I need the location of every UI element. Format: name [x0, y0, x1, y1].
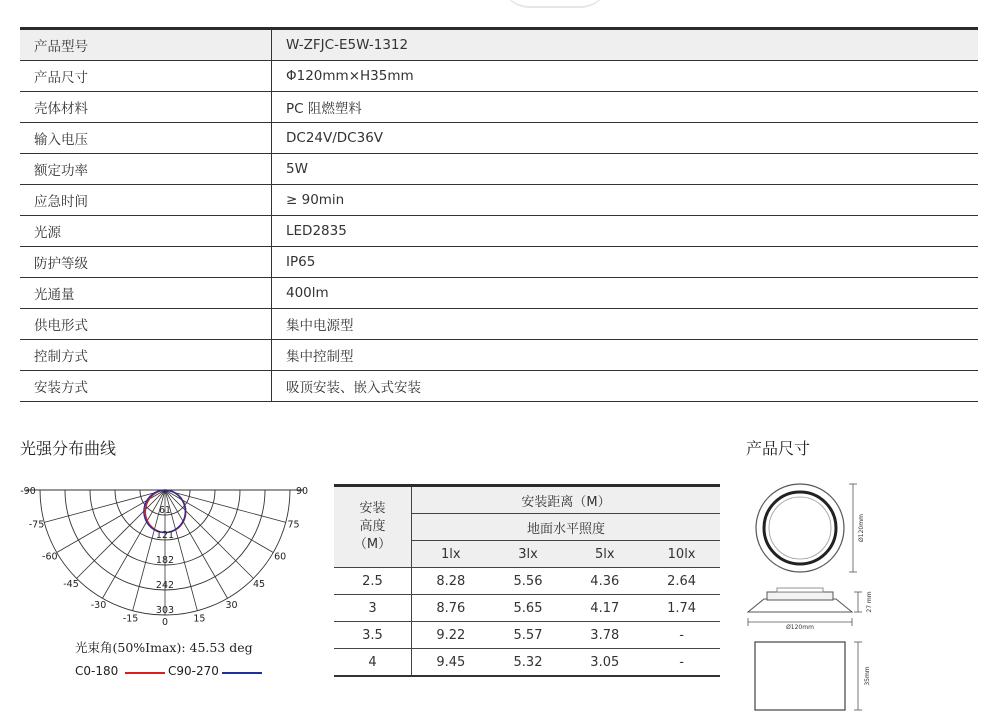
lux-header: 10lx: [643, 541, 720, 568]
distance-cell: 5.32: [490, 649, 567, 677]
top-view-drawing: [756, 484, 865, 572]
polar-angle-label: 0: [161, 617, 169, 628]
spec-label: 安装方式: [20, 371, 272, 402]
polar-radial-label: 61: [158, 505, 172, 516]
lux-header: 5lx: [566, 541, 643, 568]
polar-angle-label: -75: [28, 519, 45, 531]
legend-c0-label: C0-180: [75, 664, 119, 678]
polar-angle-label: 90: [295, 486, 309, 497]
install-height-cell: 3.5: [334, 622, 412, 649]
spec-label: 供电形式: [20, 309, 272, 340]
polar-intensity-chart: [20, 478, 320, 628]
spec-row: [20, 371, 978, 402]
polar-angle-label: 30: [225, 600, 238, 612]
legend-c90-line: [222, 672, 262, 674]
spec-label: 光源: [20, 216, 272, 247]
spec-value: 集中电源型: [272, 309, 979, 340]
top-diameter-label: Ø120mm: [858, 514, 865, 542]
spec-row: [20, 216, 978, 247]
illuminance-row: [334, 595, 720, 622]
polar-spoke: [165, 490, 228, 598]
distance-cell: 1.74: [643, 595, 720, 622]
polar-section-title: 光强分布曲线: [20, 439, 117, 458]
distance-cell: 9.45: [412, 649, 490, 677]
spec-label: 产品尺寸: [20, 61, 272, 92]
polar-angle-label: -45: [63, 579, 79, 590]
spec-row: [20, 340, 978, 371]
polar-angle-label: 15: [193, 613, 206, 625]
distance-cell: 4.17: [566, 595, 643, 622]
legend-c0-line: [125, 672, 165, 674]
dimension-drawings: [745, 478, 885, 718]
distance-cell: -: [643, 649, 720, 677]
polar-angle-label: 60: [274, 551, 287, 563]
spec-value: LED2835: [272, 216, 979, 247]
polar-radial-label: 182: [155, 555, 175, 566]
spec-value: Φ120mm×H35mm: [272, 61, 979, 92]
install-height-header: 安装 高度 （M）: [334, 486, 412, 568]
distance-group-header: 安装距离（M）: [412, 486, 721, 514]
illuminance-row: [334, 649, 720, 677]
illuminance-table: [334, 484, 720, 677]
body-view-drawing: [755, 642, 871, 710]
distance-cell: 9.22: [412, 622, 490, 649]
distance-cell: 2.64: [643, 568, 720, 595]
spec-row: [20, 61, 978, 92]
polar-radial-label: 121: [155, 530, 175, 541]
spec-label: 壳体材料: [20, 92, 272, 123]
spec-row: [20, 92, 978, 123]
spec-row: [20, 123, 978, 154]
polar-spoke: [165, 490, 253, 578]
distance-cell: 5.65: [490, 595, 567, 622]
illuminance-row: [334, 568, 720, 595]
side-view-drawing: [748, 588, 873, 631]
lux-header: 1lx: [412, 541, 490, 568]
spec-row: [20, 185, 978, 216]
side-width-label: Ø120mm: [786, 624, 814, 631]
spec-value: W-ZFJC-E5W-1312: [272, 29, 979, 61]
distance-cell: 5.56: [490, 568, 567, 595]
install-height-cell: 2.5: [334, 568, 412, 595]
polar-angle-label: -60: [42, 551, 58, 563]
illuminance-row: [334, 622, 720, 649]
polar-radial-label: 242: [155, 580, 175, 591]
install-height-cell: 3: [334, 595, 412, 622]
polar-angle-label: -90: [20, 486, 36, 497]
spec-row: [20, 247, 978, 278]
spec-value: ≥ 90min: [272, 185, 979, 216]
polar-radial-label: 303: [155, 605, 175, 616]
polar-angle-label: -30: [90, 600, 107, 612]
distance-cell: 8.28: [412, 568, 490, 595]
beam-angle-text: 光束角(50%Imax): 45.53 deg: [75, 640, 253, 655]
distance-cell: 3.78: [566, 622, 643, 649]
lux-header: 3lx: [490, 541, 567, 568]
spec-label: 额定功率: [20, 154, 272, 185]
spec-value: PC 阻燃塑料: [272, 92, 979, 123]
spec-label: 防护等级: [20, 247, 272, 278]
spec-label: 控制方式: [20, 340, 272, 371]
lux-group-header: 地面水平照度: [412, 514, 721, 541]
spec-value: 吸顶安装、嵌入式安装: [272, 371, 979, 402]
spec-row: [20, 309, 978, 340]
polar-labels: [20, 486, 308, 628]
spec-row: [20, 29, 978, 61]
top-decor-curve: [500, 0, 610, 8]
spec-label: 产品型号: [20, 29, 272, 61]
install-height-cell: 4: [334, 649, 412, 677]
distance-cell: 5.57: [490, 622, 567, 649]
distance-cell: 4.36: [566, 568, 643, 595]
polar-spoke: [77, 490, 165, 578]
spec-row: [20, 278, 978, 309]
spec-value: 集中控制型: [272, 340, 979, 371]
spec-value: 400lm: [272, 278, 979, 309]
spec-row: [20, 154, 978, 185]
spec-label: 输入电压: [20, 123, 272, 154]
polar-angle-label: 45: [252, 579, 266, 590]
spec-label: 光通量: [20, 278, 272, 309]
polar-angle-label: -15: [122, 613, 139, 625]
spec-table: [20, 27, 978, 402]
polar-angle-label: 75: [287, 519, 300, 531]
body-height-label: 35mm: [864, 666, 871, 686]
spec-value: IP65: [272, 247, 979, 278]
spec-value: DC24V/DC36V: [272, 123, 979, 154]
distance-cell: 3.05: [566, 649, 643, 677]
side-height-label: 27 mm: [866, 591, 873, 613]
spec-label: 应急时间: [20, 185, 272, 216]
distance-cell: 8.76: [412, 595, 490, 622]
dims-section-title: 产品尺寸: [746, 439, 811, 458]
spec-value: 5W: [272, 154, 979, 185]
distance-cell: -: [643, 622, 720, 649]
legend-c90-label: C90-270: [168, 664, 219, 678]
polar-spoke: [165, 490, 286, 522]
